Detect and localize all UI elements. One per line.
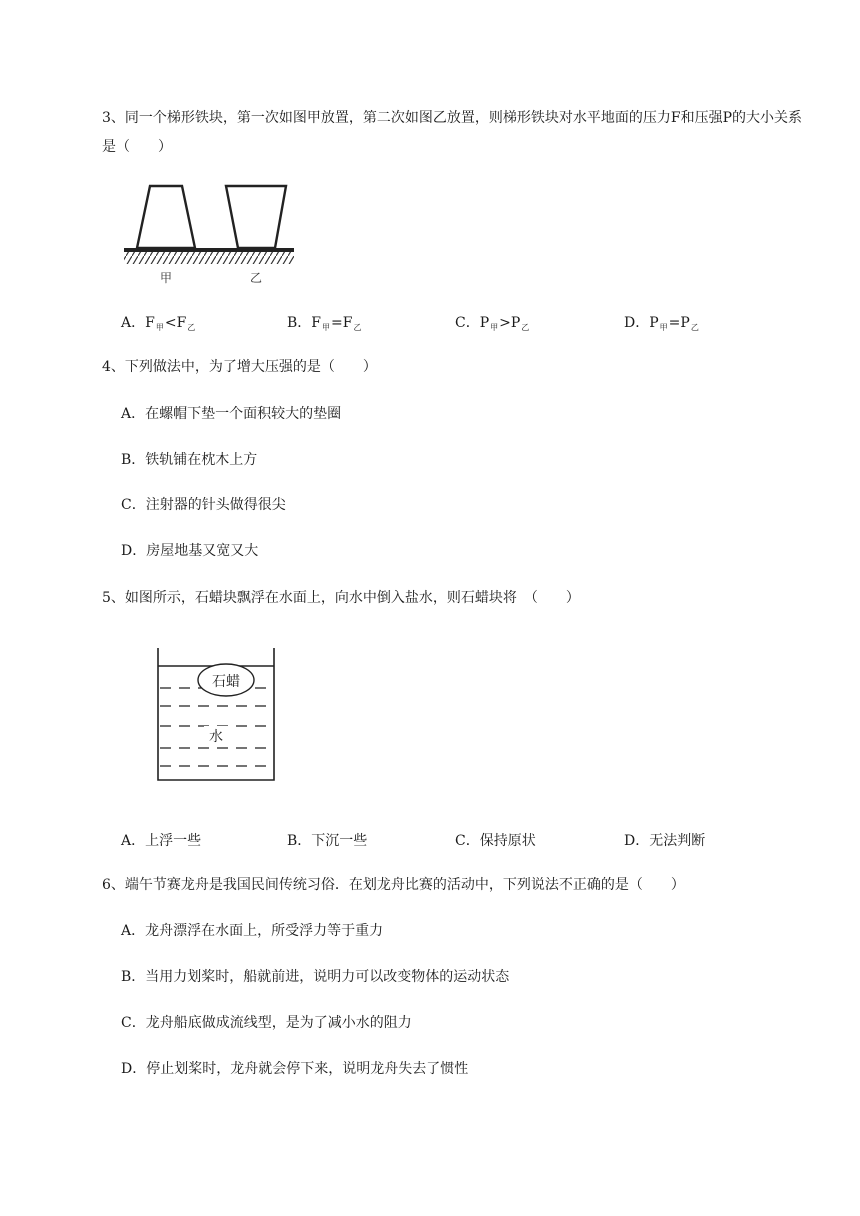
q3-option-d[interactable]: D．$P_甲=P_乙$ [624, 315, 699, 332]
q6-option-d[interactable]: D．停止划桨时，龙舟就会停下来，说明龙舟失去了惯性 [121, 1061, 469, 1077]
q5-option-d[interactable]: D．无法判断 [624, 833, 706, 849]
q5-option-a[interactable]: A．上浮一些 [121, 833, 202, 849]
label-jia: 甲 [159, 271, 173, 285]
q5-option-b[interactable]: B．下沉一些 [287, 833, 368, 849]
q3-figure-trapezoids [120, 176, 300, 288]
q6-option-c[interactable]: C．龙舟船底做成流线型，是为了减小水的阻力 [121, 1015, 412, 1031]
label-yi: 乙 [249, 271, 263, 285]
trapezoid-yi [226, 186, 286, 248]
question-4-stem: 4、下列做法中，为了增大压强的是（ ） [102, 359, 377, 375]
q4-option-d[interactable]: D．房屋地基又宽又大 [121, 543, 259, 559]
ground-hatching [124, 252, 294, 264]
question-6-stem: 6、端午节赛龙舟是我国民间传统习俗．在划龙舟比赛的活动中，下列说法不正确的是（ ） [102, 877, 685, 893]
q5-figure-beaker [150, 642, 282, 784]
q3-option-b[interactable]: B．$F_甲=F_乙$ [287, 315, 362, 332]
water-label: 水 [209, 729, 223, 745]
q4-option-b[interactable]: B．铁轨铺在枕木上方 [121, 452, 258, 468]
q3-option-c[interactable]: C．$P_甲>P_乙$ [455, 315, 530, 332]
q3-option-a[interactable]: A．$F_甲<F_乙$ [121, 315, 196, 332]
q5-option-c[interactable]: C．保持原状 [455, 833, 536, 849]
q4-option-a[interactable]: A．在螺帽下垫一个面积较大的垫圈 [121, 406, 342, 422]
trapezoid-jia [137, 186, 195, 248]
question-3-stem: 3、同一个梯形铁块，第一次如图甲放置，第二次如图乙放置，则梯形铁块对水平地面的压力F和压强P的大小关系是（ ） [102, 110, 803, 155]
question-5-stem: 5、如图所示，石蜡块飘浮在水面上，向水中倒入盐水，则石蜡块将 （ ） [102, 590, 580, 606]
q6-option-b[interactable]: B．当用力划桨时，船就前进，说明力可以改变物体的运动状态 [121, 969, 510, 985]
wax-label: 石蜡 [212, 674, 240, 690]
q6-option-a[interactable]: A．龙舟漂浮在水面上，所受浮力等于重力 [121, 923, 384, 939]
q4-option-c[interactable]: C．注射器的针头做得很尖 [121, 497, 286, 513]
